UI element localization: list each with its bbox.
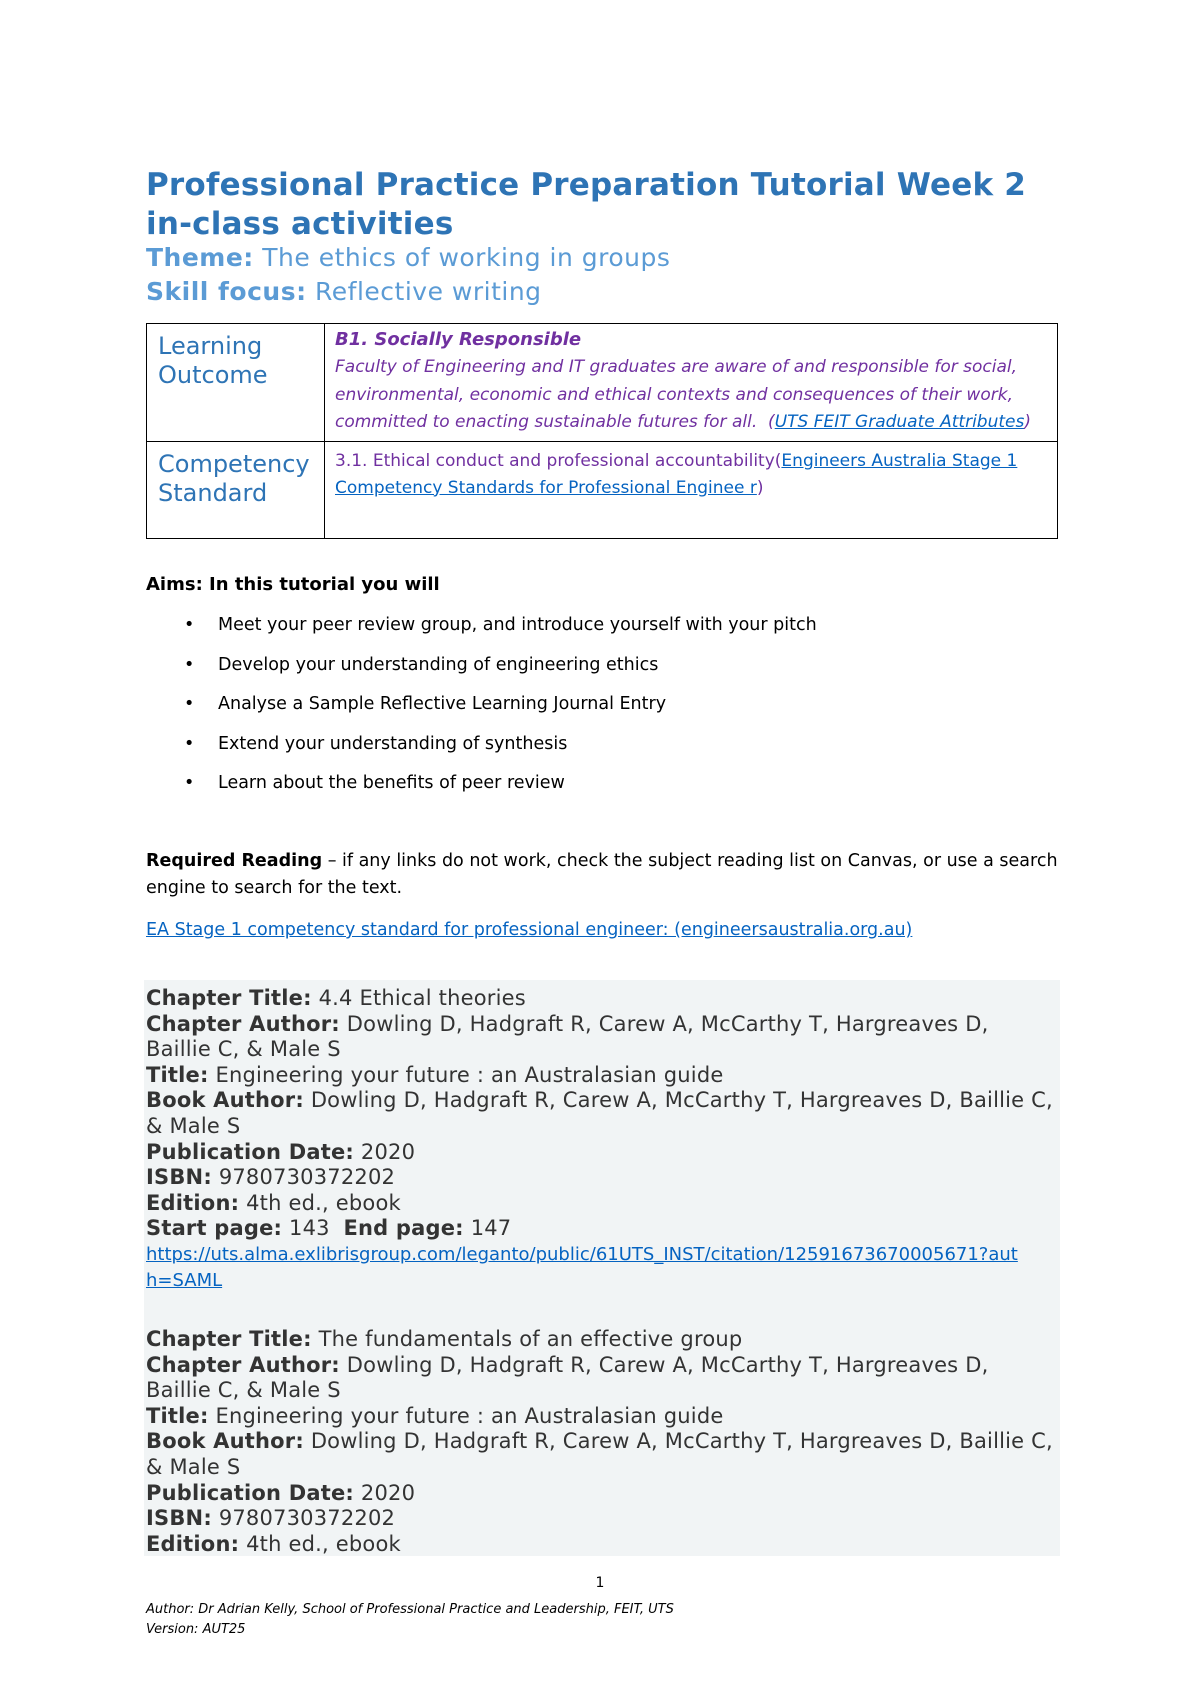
field-label: End page:: [343, 1216, 464, 1241]
aims-list: [146, 612, 817, 810]
field-label: Book Author:: [146, 1429, 304, 1454]
field-value: 4.4 Ethical theories: [318, 986, 526, 1010]
page-title: Professional Practice Preparation Tutorial Week 2 in-class activities: [146, 167, 1027, 242]
isbn-line: [146, 1165, 1056, 1191]
title-line: [146, 1063, 1056, 1089]
list-item: [146, 652, 817, 692]
field-label: Publication Date:: [146, 1139, 354, 1164]
citation-1: [146, 986, 1056, 1294]
chapter-author-line: [146, 1353, 1056, 1404]
page-footer: [146, 1600, 674, 1640]
edition-line: [146, 1191, 1056, 1217]
competency-description: [335, 448, 1047, 502]
field-value: The fundamentals of an effective group: [318, 1327, 743, 1351]
isbn-line: [146, 1506, 1056, 1532]
chapter-title-line: [146, 986, 1056, 1012]
ea-competency-link[interactable]: Engineers Australia Stage 1 Competency Standards for Professional Enginee r: [335, 450, 1018, 498]
book-author-line: [146, 1088, 1056, 1139]
ea-standard-link[interactable]: EA Stage 1 competency standard for professional engineer: (engineersaustralia.org.au): [146, 920, 913, 940]
field-value: 4th ed., ebook: [246, 1190, 401, 1215]
field-value: Dowling D, Hadgraft R, Carew A, McCarthy T, Hargreaves D, Baillie C, & Male S: [146, 1352, 989, 1403]
field-value: 143: [289, 1216, 330, 1241]
list-item: [146, 731, 817, 771]
theme-value: The ethics of working in groups: [262, 243, 671, 272]
field-label: Chapter Author:: [146, 1011, 340, 1036]
bullet-icon: •: [184, 773, 195, 793]
bullet-icon: •: [184, 694, 195, 714]
field-value: Dowling D, Hadgraft R, Carew A, McCarthy T, Hargreaves D, Baillie C, & Male S: [146, 1429, 1053, 1479]
aim-text: Analyse a Sample Reflective Learning Journal Entry: [218, 694, 667, 714]
required-reading-label: Required Reading: [146, 851, 323, 871]
field-value: Engineering your future : an Australasian guide: [215, 1062, 724, 1087]
paren-close: ): [756, 477, 764, 498]
skill-focus-label: Skill focus:: [146, 277, 307, 306]
field-value: Dowling D, Hadgraft R, Carew A, McCarthy T, Hargreaves D, Baillie C, & Male S: [146, 1011, 989, 1062]
required-reading-text: – if any links do not work, check the subject reading list on Canvas, or use a search engine to search for the text.: [146, 851, 1058, 898]
aim-text: Extend your understanding of synthesis: [218, 733, 568, 754]
footer-author: Author: Dr Adrian Kelly, School of Professional Practice and Leadership, FEIT, UTS: [146, 1602, 674, 1617]
edition-line: [146, 1532, 1056, 1558]
bullet-icon: •: [184, 733, 195, 754]
bullet-icon: •: [184, 615, 195, 635]
field-label: Edition:: [146, 1531, 240, 1556]
outcome-heading: B1. Socially Responsible: [335, 329, 582, 350]
skill-focus-line: [146, 276, 542, 308]
paren-open: (: [768, 412, 775, 432]
outcome-table: [146, 323, 1058, 539]
outcome-description: [335, 354, 1047, 437]
aims-heading: Aims: In this tutorial you will: [146, 574, 440, 595]
field-label: Chapter Author:: [146, 1352, 340, 1377]
learning-outcome-content: [325, 324, 1058, 442]
required-reading-note: [146, 848, 1076, 902]
field-label: Title:: [146, 1062, 209, 1087]
footer-version: Version: AUT25: [146, 1622, 246, 1637]
book-author-line: [146, 1429, 1056, 1480]
field-label: Publication Date:: [146, 1480, 354, 1505]
field-value: 9780730372202: [218, 1506, 396, 1531]
aim-text: Develop your understanding of engineering ethics: [218, 654, 659, 675]
competency-standard-label: Competency Standard: [147, 441, 325, 538]
page-number: 1: [595, 1575, 605, 1591]
competency-standard-content: [325, 441, 1058, 538]
field-value: 2020: [360, 1480, 416, 1505]
skill-focus-value: Reflective writing: [315, 277, 542, 306]
pages-line: [146, 1216, 1056, 1242]
bullet-icon: •: [184, 654, 195, 675]
field-value: Dowling D, Hadgraft R, Carew A, McCarthy T, Hargreaves D, Baillie C, & Male S: [146, 1088, 1053, 1138]
theme-label: Theme:: [146, 243, 254, 272]
paren-close: ): [1024, 412, 1031, 432]
publication-date-line: [146, 1140, 1056, 1166]
publication-date-line: [146, 1481, 1056, 1507]
citation-url-line: [146, 1242, 1026, 1294]
field-value: 9780730372202: [218, 1165, 396, 1190]
citation-2: [146, 1327, 1056, 1557]
field-value: 147: [470, 1216, 512, 1241]
theme-line: [146, 242, 670, 274]
field-label: Chapter Title:: [146, 1327, 312, 1351]
learning-outcome-label: Learning Outcome: [147, 324, 325, 442]
field-value: Engineering your future : an Australasian guide: [215, 1403, 724, 1428]
graduate-attributes-link[interactable]: UTS FEIT Graduate Attributes: [774, 412, 1025, 432]
list-item: [146, 770, 817, 810]
table-row: [147, 441, 1058, 538]
table-row: [147, 324, 1058, 442]
field-value: 2020: [360, 1139, 416, 1164]
ea-standard-line: [146, 917, 912, 943]
field-label: Start page:: [146, 1216, 283, 1241]
field-label: Chapter Title:: [146, 986, 312, 1010]
paren-open: (: [774, 450, 782, 471]
list-item: [146, 612, 817, 652]
aim-text: Meet your peer review group, and introduce yourself with your pitch: [218, 615, 817, 635]
title-line: [146, 1404, 1056, 1430]
citation-url-link[interactable]: https://uts.alma.exlibrisgroup.com/leganto/public/61UTS_INST/citation/12591673670005671?auth=SAML: [146, 1243, 1018, 1291]
field-label: Book Author:: [146, 1088, 304, 1113]
list-item: [146, 691, 817, 731]
field-label: ISBN:: [146, 1165, 212, 1190]
field-value: 4th ed., ebook: [246, 1531, 401, 1556]
field-label: ISBN:: [146, 1506, 212, 1531]
field-label: Title:: [146, 1403, 209, 1428]
outcome-text: Faculty of Engineering and IT graduates are aware of and responsible for social, environmental, economic and ethical contexts and consequences of their work, committed to enacting sustainable futures for all.: [335, 357, 1018, 432]
chapter-title-line: [146, 1327, 1056, 1353]
competency-text: 3.1. Ethical conduct and professional accountability: [335, 450, 775, 471]
aim-text: Learn about the benefits of peer review: [218, 773, 565, 793]
field-label: Edition:: [146, 1190, 240, 1215]
chapter-author-line: [146, 1012, 1056, 1063]
